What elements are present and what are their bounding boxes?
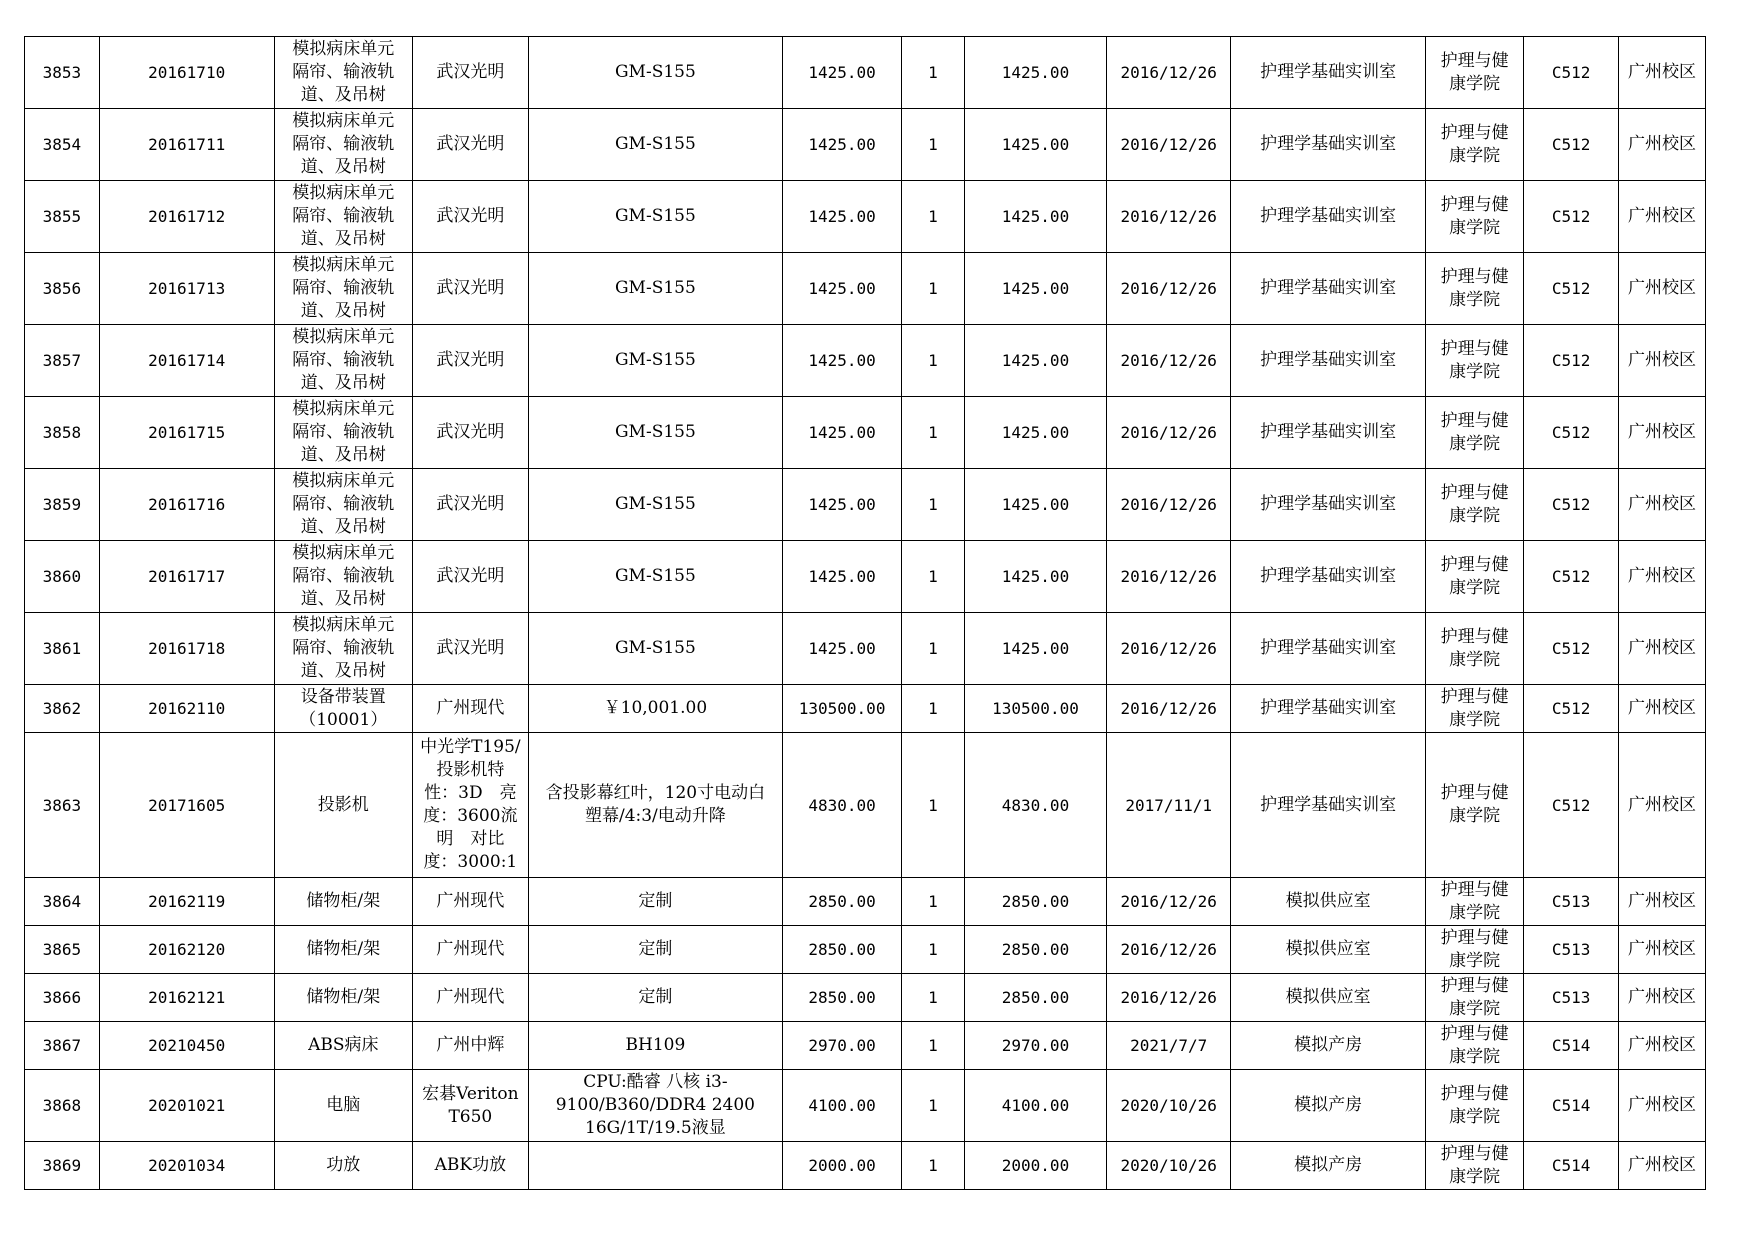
campus-cell: 广州校区 — [1618, 613, 1705, 685]
row-number-cell: 3865 — [25, 926, 100, 974]
unit-price-cell: 1425.00 — [782, 109, 901, 181]
campus-cell: 广州校区 — [1618, 1022, 1705, 1070]
lab-room-cell: 护理学基础实训室 — [1231, 253, 1426, 325]
equipment-name-cell: 储物柜/架 — [274, 878, 412, 926]
equipment-name-cell: 模拟病床单元 隔帘、输液轨 道、及吊树 — [274, 397, 412, 469]
row-number-cell: 3860 — [25, 541, 100, 613]
equipment-name-cell: 模拟病床单元 隔帘、输液轨 道、及吊树 — [274, 613, 412, 685]
campus-cell: 广州校区 — [1618, 1142, 1705, 1190]
department-cell: 护理与健 康学院 — [1426, 109, 1524, 181]
brand-cell: 武汉光明 — [412, 253, 528, 325]
campus-cell: 广州校区 — [1618, 37, 1705, 109]
room-code-cell: C512 — [1524, 685, 1619, 733]
brand-cell: 广州现代 — [412, 926, 528, 974]
lab-room-cell: 护理学基础实训室 — [1231, 541, 1426, 613]
room-code-cell: C512 — [1524, 37, 1619, 109]
campus-cell: 广州校区 — [1618, 397, 1705, 469]
unit-price-cell: 4100.00 — [782, 1070, 901, 1142]
unit-price-cell: 1425.00 — [782, 253, 901, 325]
equipment-name-cell: 模拟病床单元 隔帘、输液轨 道、及吊树 — [274, 253, 412, 325]
quantity-cell: 1 — [902, 109, 964, 181]
asset-id-cell: 20162110 — [99, 685, 274, 733]
campus-cell: 广州校区 — [1618, 685, 1705, 733]
lab-room-cell: 护理学基础实训室 — [1231, 397, 1426, 469]
asset-id-cell: 20161711 — [99, 109, 274, 181]
quantity-cell: 1 — [902, 926, 964, 974]
table-row — [25, 397, 1706, 469]
total-amount-cell: 1425.00 — [964, 325, 1107, 397]
quantity-cell: 1 — [902, 181, 964, 253]
department-cell: 护理与健 康学院 — [1426, 974, 1524, 1022]
room-code-cell: C512 — [1524, 325, 1619, 397]
department-cell: 护理与健 康学院 — [1426, 733, 1524, 878]
table-row — [25, 469, 1706, 541]
department-cell: 护理与健 康学院 — [1426, 181, 1524, 253]
department-cell: 护理与健 康学院 — [1426, 469, 1524, 541]
row-number-cell: 3857 — [25, 325, 100, 397]
model-spec-cell: 定制 — [528, 926, 782, 974]
lab-room-cell: 模拟供应室 — [1231, 926, 1426, 974]
department-cell: 护理与健 康学院 — [1426, 878, 1524, 926]
model-spec-cell: GM-S155 — [528, 541, 782, 613]
unit-price-cell: 130500.00 — [782, 685, 901, 733]
department-cell: 护理与健 康学院 — [1426, 613, 1524, 685]
row-number-cell: 3853 — [25, 37, 100, 109]
lab-room-cell: 护理学基础实训室 — [1231, 109, 1426, 181]
equipment-name-cell: 模拟病床单元 隔帘、输液轨 道、及吊树 — [274, 181, 412, 253]
purchase-date-cell: 2020/10/26 — [1107, 1142, 1231, 1190]
equipment-name-cell: ABS病床 — [274, 1022, 412, 1070]
room-code-cell: C512 — [1524, 469, 1619, 541]
model-spec-cell: GM-S155 — [528, 253, 782, 325]
campus-cell: 广州校区 — [1618, 469, 1705, 541]
quantity-cell: 1 — [902, 541, 964, 613]
purchase-date-cell: 2016/12/26 — [1107, 397, 1231, 469]
model-spec-cell: GM-S155 — [528, 613, 782, 685]
asset-id-cell: 20162119 — [99, 878, 274, 926]
row-number-cell: 3868 — [25, 1070, 100, 1142]
table-row — [25, 613, 1706, 685]
equipment-name-cell: 模拟病床单元 隔帘、输液轨 道、及吊树 — [274, 325, 412, 397]
table-row — [25, 926, 1706, 974]
campus-cell: 广州校区 — [1618, 1070, 1705, 1142]
model-spec-cell: GM-S155 — [528, 325, 782, 397]
total-amount-cell: 2850.00 — [964, 974, 1107, 1022]
quantity-cell: 1 — [902, 1022, 964, 1070]
brand-cell: 广州现代 — [412, 974, 528, 1022]
asset-id-cell: 20171605 — [99, 733, 274, 878]
room-code-cell: C512 — [1524, 109, 1619, 181]
room-code-cell: C513 — [1524, 926, 1619, 974]
row-number-cell: 3855 — [25, 181, 100, 253]
lab-room-cell: 模拟供应室 — [1231, 974, 1426, 1022]
department-cell: 护理与健 康学院 — [1426, 541, 1524, 613]
campus-cell: 广州校区 — [1618, 926, 1705, 974]
purchase-date-cell: 2016/12/26 — [1107, 325, 1231, 397]
lab-room-cell: 模拟产房 — [1231, 1070, 1426, 1142]
department-cell: 护理与健 康学院 — [1426, 253, 1524, 325]
asset-id-cell: 20162121 — [99, 974, 274, 1022]
model-spec-cell: GM-S155 — [528, 397, 782, 469]
equipment-name-cell: 储物柜/架 — [274, 974, 412, 1022]
asset-id-cell: 20161717 — [99, 541, 274, 613]
model-spec-cell: 定制 — [528, 878, 782, 926]
asset-id-cell: 20210450 — [99, 1022, 274, 1070]
row-number-cell: 3866 — [25, 974, 100, 1022]
row-number-cell: 3867 — [25, 1022, 100, 1070]
model-spec-cell: GM-S155 — [528, 109, 782, 181]
campus-cell: 广州校区 — [1618, 253, 1705, 325]
brand-cell: 武汉光明 — [412, 325, 528, 397]
asset-id-cell: 20201034 — [99, 1142, 274, 1190]
unit-price-cell: 4830.00 — [782, 733, 901, 878]
quantity-cell: 1 — [902, 733, 964, 878]
room-code-cell: C512 — [1524, 397, 1619, 469]
department-cell: 护理与健 康学院 — [1426, 685, 1524, 733]
table-row — [25, 733, 1706, 878]
unit-price-cell: 1425.00 — [782, 325, 901, 397]
brand-cell: 广州中辉 — [412, 1022, 528, 1070]
model-spec-cell: 含投影幕红叶，120寸电动白 塑幕/4:3/电动升降 — [528, 733, 782, 878]
room-code-cell: C514 — [1524, 1142, 1619, 1190]
asset-id-cell: 20161712 — [99, 181, 274, 253]
brand-cell: 武汉光明 — [412, 109, 528, 181]
total-amount-cell: 1425.00 — [964, 37, 1107, 109]
campus-cell: 广州校区 — [1618, 109, 1705, 181]
total-amount-cell: 1425.00 — [964, 541, 1107, 613]
brand-cell: 宏碁Veriton T650 — [412, 1070, 528, 1142]
asset-id-cell: 20161713 — [99, 253, 274, 325]
unit-price-cell: 1425.00 — [782, 181, 901, 253]
model-spec-cell: BH109 — [528, 1022, 782, 1070]
unit-price-cell: 2000.00 — [782, 1142, 901, 1190]
brand-cell: ABK功放 — [412, 1142, 528, 1190]
brand-cell: 广州现代 — [412, 685, 528, 733]
campus-cell: 广州校区 — [1618, 733, 1705, 878]
quantity-cell: 1 — [902, 37, 964, 109]
brand-cell: 武汉光明 — [412, 469, 528, 541]
room-code-cell: C512 — [1524, 181, 1619, 253]
campus-cell: 广州校区 — [1618, 541, 1705, 613]
total-amount-cell: 2970.00 — [964, 1022, 1107, 1070]
asset-id-cell: 20161716 — [99, 469, 274, 541]
department-cell: 护理与健 康学院 — [1426, 1142, 1524, 1190]
total-amount-cell: 1425.00 — [964, 469, 1107, 541]
asset-id-cell: 20201021 — [99, 1070, 274, 1142]
row-number-cell: 3858 — [25, 397, 100, 469]
equipment-name-cell: 模拟病床单元 隔帘、输液轨 道、及吊树 — [274, 541, 412, 613]
lab-room-cell: 护理学基础实训室 — [1231, 181, 1426, 253]
brand-cell: 武汉光明 — [412, 613, 528, 685]
total-amount-cell: 1425.00 — [964, 109, 1107, 181]
equipment-name-cell: 模拟病床单元 隔帘、输液轨 道、及吊树 — [274, 37, 412, 109]
purchase-date-cell: 2016/12/26 — [1107, 685, 1231, 733]
table-row — [25, 974, 1706, 1022]
model-spec-cell — [528, 1142, 782, 1190]
row-number-cell: 3859 — [25, 469, 100, 541]
row-number-cell: 3861 — [25, 613, 100, 685]
table-row — [25, 685, 1706, 733]
unit-price-cell: 2850.00 — [782, 926, 901, 974]
row-number-cell: 3854 — [25, 109, 100, 181]
model-spec-cell: GM-S155 — [528, 181, 782, 253]
room-code-cell: C514 — [1524, 1022, 1619, 1070]
quantity-cell: 1 — [902, 1070, 964, 1142]
total-amount-cell: 2850.00 — [964, 878, 1107, 926]
brand-cell: 中光学T195/ 投影机特 性：3D 亮 度：3600流 明 对比 度：3000:1 — [412, 733, 528, 878]
row-number-cell: 3863 — [25, 733, 100, 878]
room-code-cell: C512 — [1524, 733, 1619, 878]
quantity-cell: 1 — [902, 685, 964, 733]
model-spec-cell: CPU:酷睿 八核 i3- 9100/B360/DDR4 2400 16G/1T/19.5液显 — [528, 1070, 782, 1142]
lab-room-cell: 护理学基础实训室 — [1231, 37, 1426, 109]
lab-room-cell: 护理学基础实训室 — [1231, 733, 1426, 878]
brand-cell: 武汉光明 — [412, 397, 528, 469]
purchase-date-cell: 2016/12/26 — [1107, 613, 1231, 685]
unit-price-cell: 2970.00 — [782, 1022, 901, 1070]
equipment-name-cell: 模拟病床单元 隔帘、输液轨 道、及吊树 — [274, 109, 412, 181]
department-cell: 护理与健 康学院 — [1426, 397, 1524, 469]
purchase-date-cell: 2016/12/26 — [1107, 181, 1231, 253]
unit-price-cell: 1425.00 — [782, 37, 901, 109]
purchase-date-cell: 2021/7/7 — [1107, 1022, 1231, 1070]
equipment-name-cell: 设备带装置 （10001） — [274, 685, 412, 733]
room-code-cell: C513 — [1524, 878, 1619, 926]
unit-price-cell: 1425.00 — [782, 613, 901, 685]
equipment-name-cell: 储物柜/架 — [274, 926, 412, 974]
table-row — [25, 109, 1706, 181]
model-spec-cell: ￥10,001.00 — [528, 685, 782, 733]
purchase-date-cell: 2020/10/26 — [1107, 1070, 1231, 1142]
table-row — [25, 1070, 1706, 1142]
total-amount-cell: 1425.00 — [964, 613, 1107, 685]
unit-price-cell: 1425.00 — [782, 469, 901, 541]
row-number-cell: 3862 — [25, 685, 100, 733]
unit-price-cell: 1425.00 — [782, 397, 901, 469]
quantity-cell: 1 — [902, 325, 964, 397]
lab-room-cell: 护理学基础实训室 — [1231, 613, 1426, 685]
quantity-cell: 1 — [902, 974, 964, 1022]
campus-cell: 广州校区 — [1618, 325, 1705, 397]
row-number-cell: 3864 — [25, 878, 100, 926]
room-code-cell: C512 — [1524, 613, 1619, 685]
table-row — [25, 325, 1706, 397]
asset-id-cell: 20161710 — [99, 37, 274, 109]
total-amount-cell: 2850.00 — [964, 926, 1107, 974]
equipment-name-cell: 投影机 — [274, 733, 412, 878]
room-code-cell: C513 — [1524, 974, 1619, 1022]
equipment-name-cell: 模拟病床单元 隔帘、输液轨 道、及吊树 — [274, 469, 412, 541]
quantity-cell: 1 — [902, 613, 964, 685]
total-amount-cell: 4830.00 — [964, 733, 1107, 878]
table-row — [25, 541, 1706, 613]
quantity-cell: 1 — [902, 1142, 964, 1190]
table-row — [25, 878, 1706, 926]
purchase-date-cell: 2017/11/1 — [1107, 733, 1231, 878]
equipment-table — [24, 36, 1706, 1190]
department-cell: 护理与健 康学院 — [1426, 1070, 1524, 1142]
equipment-name-cell: 电脑 — [274, 1070, 412, 1142]
table-row — [25, 37, 1706, 109]
brand-cell: 武汉光明 — [412, 181, 528, 253]
lab-room-cell: 护理学基础实训室 — [1231, 685, 1426, 733]
department-cell: 护理与健 康学院 — [1426, 325, 1524, 397]
department-cell: 护理与健 康学院 — [1426, 37, 1524, 109]
asset-id-cell: 20161718 — [99, 613, 274, 685]
row-number-cell: 3869 — [25, 1142, 100, 1190]
purchase-date-cell: 2016/12/26 — [1107, 541, 1231, 613]
room-code-cell: C512 — [1524, 253, 1619, 325]
model-spec-cell: GM-S155 — [528, 37, 782, 109]
asset-id-cell: 20161714 — [99, 325, 274, 397]
row-number-cell: 3856 — [25, 253, 100, 325]
purchase-date-cell: 2016/12/26 — [1107, 37, 1231, 109]
lab-room-cell: 模拟供应室 — [1231, 878, 1426, 926]
brand-cell: 武汉光明 — [412, 37, 528, 109]
purchase-date-cell: 2016/12/26 — [1107, 926, 1231, 974]
campus-cell: 广州校区 — [1618, 974, 1705, 1022]
total-amount-cell: 1425.00 — [964, 181, 1107, 253]
model-spec-cell: GM-S155 — [528, 469, 782, 541]
department-cell: 护理与健 康学院 — [1426, 926, 1524, 974]
purchase-date-cell: 2016/12/26 — [1107, 878, 1231, 926]
equipment-name-cell: 功放 — [274, 1142, 412, 1190]
purchase-date-cell: 2016/12/26 — [1107, 974, 1231, 1022]
table-row — [25, 1022, 1706, 1070]
campus-cell: 广州校区 — [1618, 878, 1705, 926]
total-amount-cell: 1425.00 — [964, 253, 1107, 325]
table-row — [25, 181, 1706, 253]
quantity-cell: 1 — [902, 469, 964, 541]
unit-price-cell: 2850.00 — [782, 878, 901, 926]
asset-id-cell: 20162120 — [99, 926, 274, 974]
quantity-cell: 1 — [902, 878, 964, 926]
purchase-date-cell: 2016/12/26 — [1107, 469, 1231, 541]
lab-room-cell: 护理学基础实训室 — [1231, 325, 1426, 397]
purchase-date-cell: 2016/12/26 — [1107, 253, 1231, 325]
unit-price-cell: 2850.00 — [782, 974, 901, 1022]
unit-price-cell: 1425.00 — [782, 541, 901, 613]
room-code-cell: C512 — [1524, 541, 1619, 613]
total-amount-cell: 1425.00 — [964, 397, 1107, 469]
lab-room-cell: 护理学基础实训室 — [1231, 469, 1426, 541]
asset-id-cell: 20161715 — [99, 397, 274, 469]
total-amount-cell: 4100.00 — [964, 1070, 1107, 1142]
table-row — [25, 253, 1706, 325]
table-row — [25, 1142, 1706, 1190]
lab-room-cell: 模拟产房 — [1231, 1142, 1426, 1190]
brand-cell: 广州现代 — [412, 878, 528, 926]
total-amount-cell: 130500.00 — [964, 685, 1107, 733]
department-cell: 护理与健 康学院 — [1426, 1022, 1524, 1070]
lab-room-cell: 模拟产房 — [1231, 1022, 1426, 1070]
room-code-cell: C514 — [1524, 1070, 1619, 1142]
quantity-cell: 1 — [902, 397, 964, 469]
brand-cell: 武汉光明 — [412, 541, 528, 613]
model-spec-cell: 定制 — [528, 974, 782, 1022]
total-amount-cell: 2000.00 — [964, 1142, 1107, 1190]
purchase-date-cell: 2016/12/26 — [1107, 109, 1231, 181]
quantity-cell: 1 — [902, 253, 964, 325]
campus-cell: 广州校区 — [1618, 181, 1705, 253]
